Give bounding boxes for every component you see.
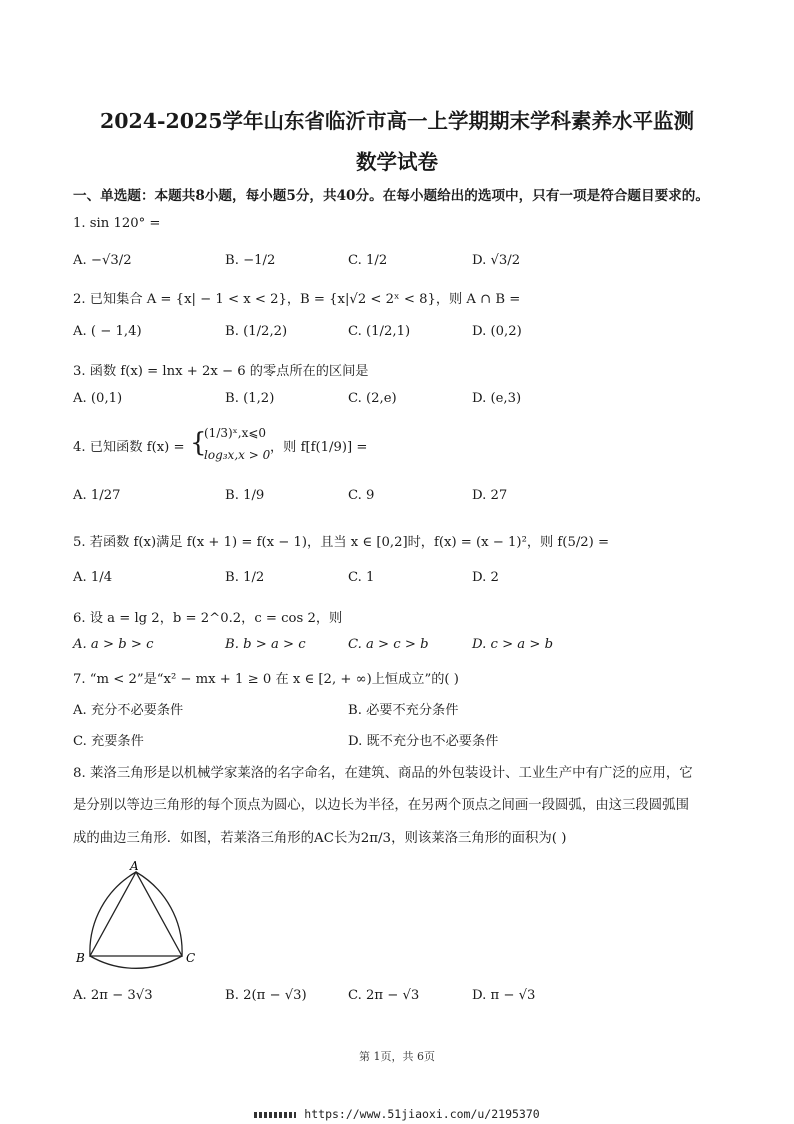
watermark-logo-icon [254, 1112, 296, 1118]
question-1-option-a: A. −√3/2 [73, 253, 132, 268]
question-7-option-c: C. 充要条件 [73, 734, 144, 749]
vertex-label-b: B [76, 951, 85, 965]
question-6-stem: 6. 设 a = lg 2，b = 2^0.2，c = cos 2，则 [73, 611, 343, 626]
question-8-stem-line-2: 是分别以等边三角形的每个顶点为圆心，以边长为半径，在另两个顶点之间画一段圆弧，由这三段圆弧围 [73, 798, 689, 813]
question-7-option-b: B. 必要不充分条件 [348, 703, 459, 718]
page-number: 第 1页，共 6页 [359, 1050, 435, 1063]
question-5-option-c: C. 1 [348, 570, 375, 585]
question-3-option-c: C. (2,e) [348, 391, 397, 406]
vertex-label-a: A [130, 859, 139, 873]
question-4-option-c: C. 9 [348, 488, 375, 503]
question-4-option-a: A. 1/27 [73, 488, 121, 503]
question-1-stem: 1. sin 120° = [73, 216, 161, 231]
question-2-option-a: A. ( − 1,4) [73, 324, 142, 339]
question-5-option-a: A. 1/4 [73, 570, 113, 585]
question-1-option-b: B. −1/2 [225, 253, 276, 268]
watermark [0, 1107, 794, 1121]
question-3-option-d: D. (e,3) [472, 391, 522, 406]
question-8-option-c: C. 2π − √3 [348, 988, 420, 1003]
equilateral-triangle [90, 872, 182, 956]
question-6-option-a: A. a > b > c [73, 637, 154, 652]
watermark-url: https://www.51jiaoxi.com/u/2195370 [304, 1107, 540, 1121]
reuleaux-triangle-figure [70, 858, 210, 970]
question-6-option-d: D. c > a > b [472, 637, 554, 652]
question-6-option-b: B. b > a > c [225, 637, 306, 652]
question-3-stem: 3. 函数 f(x) = lnx + 2x − 6 的零点所在的区间是 [73, 364, 369, 379]
question-7-option-a: A. 充分不必要条件 [73, 703, 184, 718]
question-2-option-d: D. (0,2) [472, 324, 522, 339]
question-1-option-c: C. 1/2 [348, 253, 388, 268]
question-4-stem-suffix: ，则 f[f(1/9)] = [270, 440, 368, 455]
question-4-option-b: B. 1/9 [225, 488, 265, 503]
question-3-option-a: A. (0,1) [73, 391, 123, 406]
question-5-option-d: D. 2 [472, 570, 499, 585]
question-4-stem-prefix: 4. 已知函数 f(x) = [73, 440, 185, 455]
question-2-stem: 2. 已知集合 A = {x| − 1 < x < 2}，B = {x|√2 < 2ˣ < 8}，则 A ∩ B = [73, 292, 521, 307]
arc-bc [90, 956, 182, 968]
question-6-option-c: C. a > c > b [348, 637, 429, 652]
question-2-option-c: C. (1/2,1) [348, 324, 411, 339]
page-title: 2024-2025学年山东省临沂市高一上学期期末学科素养水平监测 [99, 109, 695, 133]
question-8-option-a: A. 2π − 3√3 [73, 988, 153, 1003]
question-8-option-b: B. 2(π − √3) [225, 988, 307, 1003]
question-1-option-d: D. √3/2 [472, 253, 521, 268]
question-4-piece-2: log₃x,x > 0 [204, 448, 271, 462]
question-5-stem: 5. 若函数 f(x)满足 f(x + 1) = f(x − 1)，且当 x ∈ [0,2]时，f(x) = (x − 1)²，则 f(5/2) = [73, 535, 610, 550]
question-7-option-d: D. 既不充分也不必要条件 [348, 734, 499, 749]
brace-symbol: { [190, 428, 207, 458]
question-4-piece-1: (1/3)ˣ,x⩽0 [204, 426, 267, 440]
question-8-option-d: D. π − √3 [472, 988, 536, 1003]
page-subtitle: 数学试卷 [356, 150, 438, 174]
vertex-label-c: C [186, 951, 196, 965]
question-3-option-b: B. (1,2) [225, 391, 275, 406]
section-heading: 一、单选题：本题共8小题，每小题5分，共40分。在每小题给出的选项中，只有一项是符合题目要求的。 [73, 188, 709, 204]
question-8-stem-line-3: 成的曲边三角形．如图，若莱洛三角形的AC长为2π/3，则该莱洛三角形的面积为( ) [73, 831, 567, 846]
question-8-stem-line-1: 8. 莱洛三角形是以机械学家莱洛的名字命名，在建筑、商品的外包装设计、工业生产中有广泛的应用，它 [73, 766, 693, 781]
question-2-option-b: B. (1/2,2) [225, 324, 288, 339]
question-4-option-d: D. 27 [472, 488, 508, 503]
question-7-stem: 7. “m < 2”是“x² − mx + 1 ≥ 0 在 x ∈ [2, + ∞)上恒成立”的( ) [73, 672, 459, 687]
question-5-option-b: B. 1/2 [225, 570, 265, 585]
